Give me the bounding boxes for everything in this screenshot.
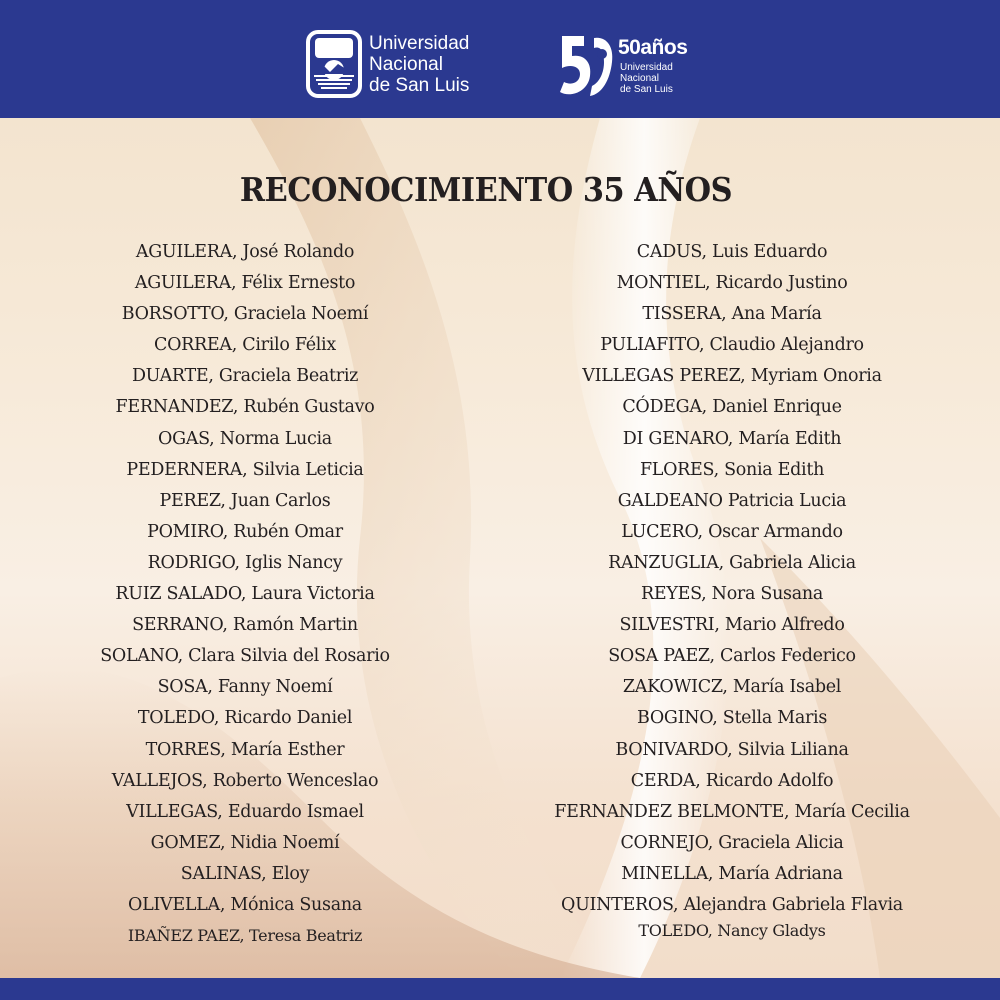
name-item: POMIRO, Rubén Omar	[147, 521, 343, 542]
name-item: TOLEDO, Ricardo Daniel	[137, 708, 353, 729]
name-item: TORRES, María Esther	[145, 739, 345, 760]
name-item: CERDA, Ricardo Adolfo	[630, 770, 834, 791]
name-item: DI GENARO, María Edith	[622, 428, 842, 449]
name-item: OLIVELLA, Mónica Susana	[128, 894, 362, 915]
name-item: GALDEANO Patricia Lucia	[617, 490, 847, 511]
anniversary-subtitle	[620, 62, 673, 95]
name-item: IBAÑEZ PAEZ, Teresa Beatriz	[127, 926, 363, 946]
name-item: SOSA, Fanny Noemí	[157, 677, 333, 698]
name-item: REYES, Nora Susana	[641, 584, 823, 605]
fifty-years-emblem-icon	[558, 32, 614, 100]
name-item: RUIZ SALADO, Laura Victoria	[115, 584, 375, 605]
name-item: BOGINO, Stella Maris	[636, 708, 828, 729]
name-item: MINELLA, María Adriana	[621, 863, 843, 884]
name-item: VALLEJOS, Roberto Wenceslao	[111, 770, 379, 791]
name-item: VILLEGAS, Eduardo Ismael	[126, 801, 364, 822]
names-list-right	[522, 237, 942, 945]
university-name-line: Universidad	[369, 33, 470, 54]
name-item: CÓDEGA, Daniel Enrique	[622, 397, 842, 418]
header-band	[0, 0, 1000, 118]
name-item: DUARTE, Graciela Beatriz	[131, 366, 359, 387]
footer-band	[0, 978, 1000, 1000]
name-item: SALINAS, Eloy	[180, 863, 310, 884]
name-item: SOLANO, Clara Silvia del Rosario	[100, 646, 390, 667]
university-name	[369, 33, 469, 96]
name-item: MONTIEL, Ricardo Justino	[616, 273, 848, 294]
name-item: CORREA, Cirilo Félix	[154, 335, 336, 356]
name-item: FERNANDEZ BELMONTE, María Cecilia	[554, 801, 910, 822]
name-item: PEDERNERA, Silvia Leticia	[126, 459, 364, 480]
name-item: SERRANO, Ramón Martin	[132, 615, 358, 636]
name-item: FLORES, Sonia Edith	[639, 459, 825, 480]
anniversary-subtitle-line: Universidad	[620, 62, 673, 73]
name-item: AGUILERA, Félix Ernesto	[134, 273, 356, 294]
name-item: RANZUGLIA, Gabriela Alicia	[608, 552, 856, 573]
name-item: BONIVARDO, Silvia Liliana	[615, 739, 849, 760]
name-item: RODRIGO, Iglis Nancy	[147, 552, 343, 573]
university-name-line: Nacional	[369, 54, 443, 75]
anniversary-subtitle-line: de San Luis	[620, 84, 673, 95]
name-item: CADUS, Luis Eduardo	[636, 242, 828, 262]
name-item: QUINTEROS, Alejandra Gabriela Flavia	[561, 894, 903, 915]
university-name-line: de San Luis	[369, 75, 470, 96]
name-item: GOMEZ, Nidia Noemí	[150, 832, 340, 853]
name-item: LUCERO, Oscar Armando	[621, 521, 843, 542]
anniversary-title: 50años	[618, 36, 688, 59]
name-item: BORSOTTO, Graciela Noemí	[121, 304, 369, 325]
anniversary-subtitle-line: Nacional	[620, 73, 659, 84]
name-item: CORNEJO, Graciela Alicia	[620, 832, 844, 853]
name-item: PULIAFITO, Claudio Alejandro	[600, 335, 864, 356]
names-list-left	[40, 237, 450, 950]
name-item: OGAS, Norma Lucia	[158, 428, 332, 449]
page-title: RECONOCIMIENTO 35 AÑOS	[239, 170, 733, 209]
name-item: SILVESTRI, Mario Alfredo	[619, 615, 845, 636]
name-item: PEREZ, Juan Carlos	[159, 490, 331, 511]
name-item: AGUILERA, José Rolando	[135, 242, 355, 262]
name-item: VILLEGAS PEREZ, Myriam Onoria	[582, 366, 882, 387]
name-item: FERNANDEZ, Rubén Gustavo	[115, 397, 375, 418]
name-item: ZAKOWICZ, María Isabel	[622, 677, 842, 698]
name-item: TOLEDO, Nancy Gladys	[638, 921, 826, 941]
name-item: TISSERA, Ana María	[642, 304, 822, 325]
university-emblem-icon	[306, 30, 362, 98]
name-item: SOSA PAEZ, Carlos Federico	[608, 646, 856, 667]
